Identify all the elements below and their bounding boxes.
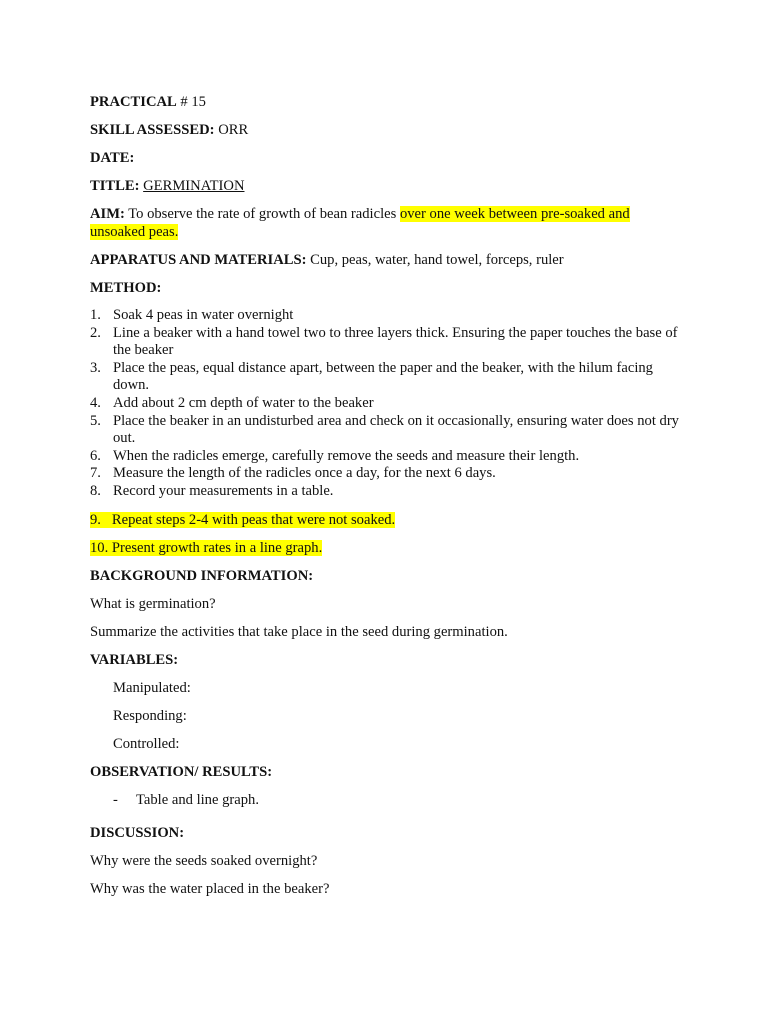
step-9-text: 9. Repeat steps 2-4 with peas that were not soaked. [90, 511, 396, 528]
title-value: GERMINATION [143, 178, 245, 194]
skill-label: SKILL ASSESSED: [90, 122, 215, 138]
method-heading [90, 279, 680, 297]
method-step [90, 448, 680, 466]
practical-line [90, 93, 680, 111]
discussion-label: DISCUSSION: [90, 824, 185, 841]
title-label: TITLE: [90, 178, 140, 194]
variables-heading [90, 651, 680, 669]
step-text: When the radicles emerge, carefully remove the seeds and measure their length. [113, 447, 580, 464]
aim-text: To observe the rate of growth of bean radicles [128, 206, 397, 222]
step-text: Add about 2 cm depth of water to the beaker [113, 394, 374, 411]
aim-label: AIM: [90, 206, 125, 222]
step-text: Record your measurements in a table. [113, 482, 334, 499]
apparatus-value: Cup, peas, water, hand towel, forceps, ruler [310, 252, 564, 268]
method-step [90, 395, 680, 413]
observation-item-text: Table and line graph. [136, 791, 259, 808]
aim-line [90, 205, 680, 241]
method-step [90, 465, 680, 483]
step-text: Measure the length of the radicles once a day, for the next 6 days. [113, 465, 496, 482]
method-step [90, 360, 680, 395]
step-text: Soak 4 peas in water overnight [113, 307, 294, 323]
step-number: 7. [90, 465, 101, 482]
method-step-9 [90, 511, 680, 529]
method-step [90, 413, 680, 448]
worksheet-page [90, 93, 680, 908]
step-number: 6. [90, 447, 101, 464]
discussion-question-1: Why were the seeds soaked overnight? [90, 852, 318, 869]
variables-label: VARIABLES: [90, 651, 179, 668]
step-text: Place the beaker in an undisturbed area and check on it occasionally, ensuring water does not dry out. [113, 412, 679, 447]
method-step [90, 325, 680, 360]
apparatus-line [90, 251, 680, 269]
method-step [90, 483, 680, 501]
skill-line [90, 121, 680, 139]
method-list [90, 307, 680, 501]
step-number: 3. [90, 359, 101, 376]
background-question-1: What is germination? [90, 595, 216, 612]
step-number: 1. [90, 307, 101, 323]
practical-number: # 15 [180, 94, 206, 110]
observation-item [90, 791, 680, 809]
bullet-dash: - [113, 791, 118, 808]
discussion-heading [90, 824, 680, 842]
variable-controlled: Controlled: [113, 735, 180, 752]
step-number: 2. [90, 324, 101, 341]
title-line [90, 177, 680, 195]
date-label: DATE: [90, 150, 135, 166]
observation-heading [90, 763, 680, 781]
variable-responding: Responding: [113, 707, 187, 724]
discussion-question-2: Why was the water placed in the beaker? [90, 880, 330, 897]
aim-highlight-continued: unsoaked peas. [90, 224, 179, 240]
observation-label: OBSERVATION/ RESULTS: [90, 763, 273, 780]
background-label: BACKGROUND INFORMATION: [90, 567, 314, 584]
variable-manipulated: Manipulated: [113, 679, 191, 696]
step-text: Line a beaker with a hand towel two to three layers thick. Ensuring the paper touches the base of the beaker [113, 324, 678, 359]
background-question-2: Summarize the activities that take place in the seed during germination. [90, 623, 508, 640]
step-number: 4. [90, 394, 101, 411]
practical-label: PRACTICAL [90, 94, 177, 110]
background-heading [90, 567, 680, 585]
method-label: METHOD: [90, 280, 162, 296]
method-step-10 [90, 539, 680, 557]
step-text: Place the peas, equal distance apart, between the paper and the beaker, with the hilum facing down. [113, 359, 653, 394]
apparatus-label: APPARATUS AND MATERIALS: [90, 252, 307, 268]
aim-highlight: over one week between pre-soaked and [399, 206, 630, 222]
date-line [90, 149, 680, 167]
skill-value: ORR [218, 122, 249, 138]
step-number: 8. [90, 482, 101, 499]
method-step [90, 307, 680, 325]
step-10-text: 10. Present growth rates in a line graph. [90, 539, 323, 556]
step-number: 5. [90, 412, 101, 429]
